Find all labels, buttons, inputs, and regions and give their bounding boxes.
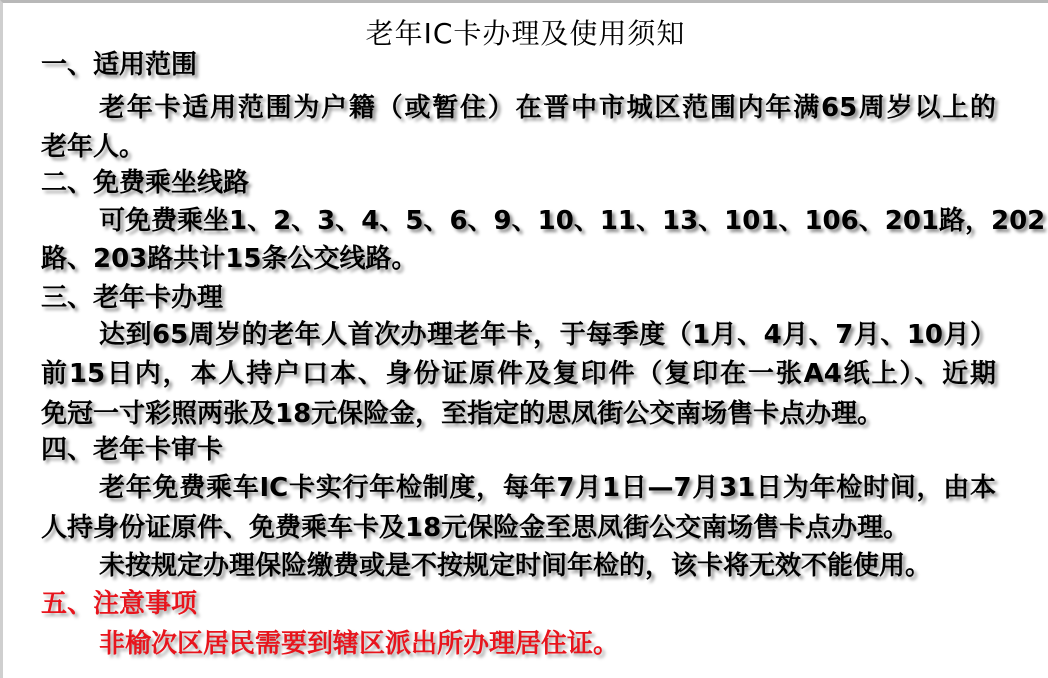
section-2-heading: 二、免费乘坐线路	[41, 168, 250, 198]
section-3-heading: 三、老年卡办理	[41, 283, 224, 313]
section-4-line-3: 未按规定办理保险缴费或是不按规定时间年检的，该卡将无效不能使用。	[99, 551, 932, 581]
section-3-line-3: 免冠一寸彩照两张及18元保险金，至指定的思凤街公交南场售卡点办理。	[41, 399, 884, 429]
section-3-line-1: 达到65周岁的老年人首次办理老年卡，于每季度（1月、4月、7月、10月）	[99, 320, 996, 350]
section-1-line-1: 老年卡适用范围为户籍（或暂住）在晋中市城区范围内年满65周岁以上的	[99, 93, 996, 123]
section-4-line-2: 人持身份证原件、免费乘车卡及18元保险金至思凤街公交南场售卡点办理。	[41, 513, 910, 543]
section-4-line-1: 老年免费乘车IC卡实行年检制度，每年7月1日—7月31日为年检时间，由本	[99, 473, 996, 503]
section-4-heading: 四、老年卡审卡	[41, 435, 224, 465]
section-2-line-2: 路、203路共计15条公交线路。	[41, 244, 418, 274]
section-1-heading: 一、适用范围	[41, 50, 198, 80]
section-5-line-1: 非榆次区居民需要到辖区派出所办理居住证。	[99, 629, 620, 659]
section-5-heading: 五、注意事项	[41, 589, 198, 619]
section-2-line-1: 可免费乘坐1、2、3、4、5、6、9、10、11、13、101、106、201路，202	[99, 206, 1046, 236]
section-3-line-2: 前15日内，本人持户口本、身份证原件及复印件（复印在一张A4纸上）、近期	[41, 359, 996, 389]
section-1-line-2: 老年人。	[41, 132, 146, 162]
page-title: 老年IC卡办理及使用须知	[365, 17, 686, 50]
